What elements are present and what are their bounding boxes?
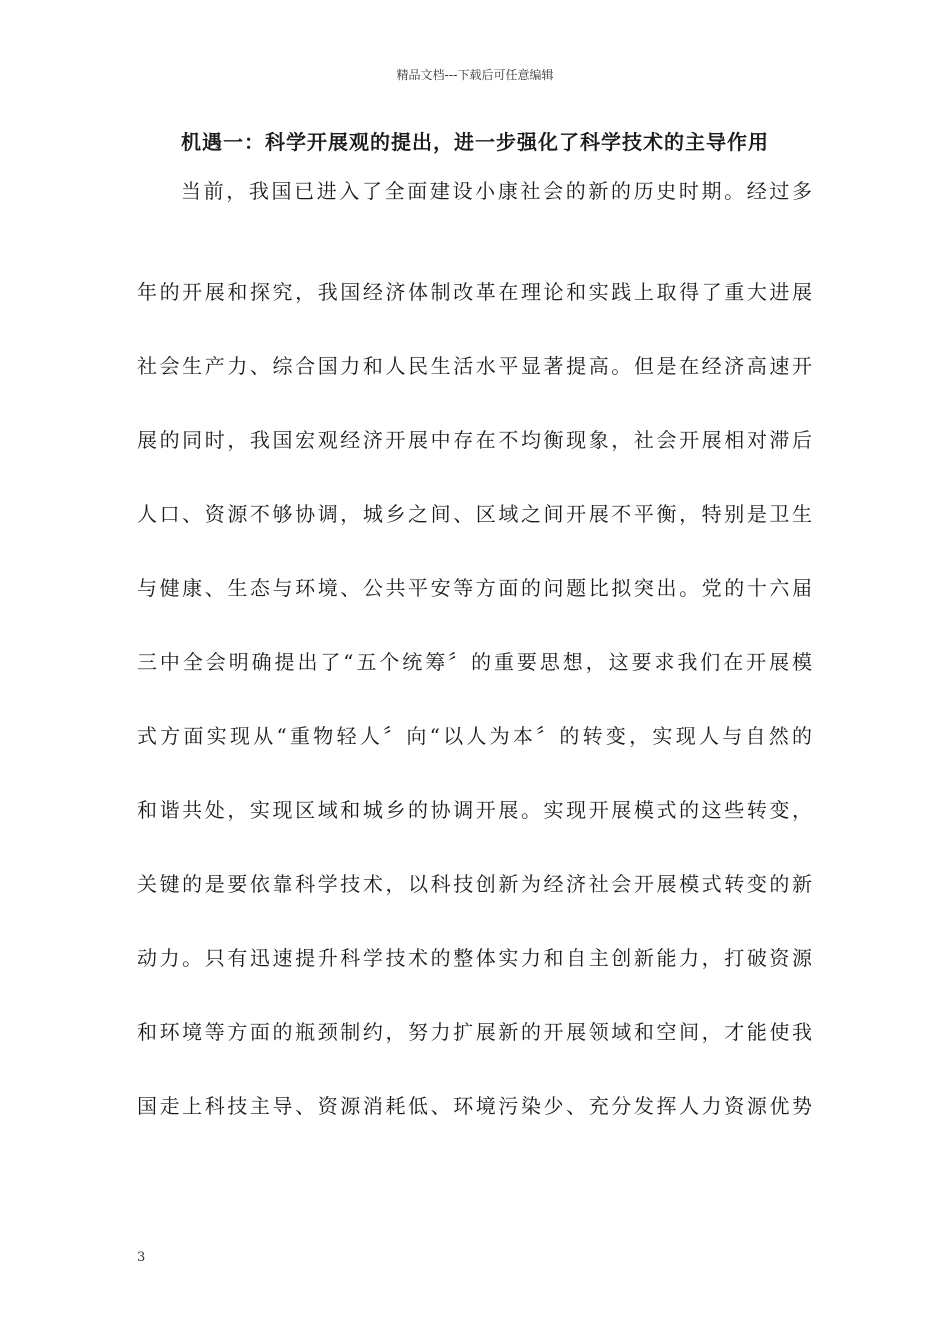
page-number: 3 <box>137 1250 146 1265</box>
paragraph-line: 式方面实现从“重物轻人〞向“以人为本〞的转变，实现人与自然的 <box>137 724 813 748</box>
paragraph-line: 和环境等方面的瓶颈制约，努力扩展新的开展领域和空间，才能使我 <box>137 1020 813 1044</box>
paragraph-line: 三中全会明确提出了“五个统筹〞的重要思想，这要求我们在开展模 <box>137 650 813 674</box>
paragraph-line: 动力。只有迅速提升科学技术的整体实力和自主创新能力，打破资源 <box>137 946 813 970</box>
section-heading: 机遇一：科学开展观的提出，进一步强化了科学技术的主导作用 <box>181 130 769 154</box>
paragraph-line: 年的开展和探究，我国经济体制改革在理论和实践上取得了重大进展 <box>137 280 813 304</box>
paragraph-line: 人口、资源不够协调，城乡之间、区域之间开展不平衡，特别是卫生 <box>137 502 813 526</box>
paragraph-line: 当前，我国已进入了全面建设小康社会的新的历史时期。经过多 <box>181 179 813 203</box>
paragraph-line: 和谐共处，实现区域和城乡的协调开展。实现开展模式的这些转变， <box>137 798 813 822</box>
paragraph-line: 关键的是要依靠科学技术，以科技创新为经济社会开展模式转变的新 <box>137 872 813 896</box>
paragraph-line: 展的同时，我国宏观经济开展中存在不均衡现象，社会开展相对滞后 <box>137 428 813 452</box>
page-header: 精品文档---下载后可任意编辑 <box>396 68 554 82</box>
paragraph-line: 社会生产力、综合国力和人民生活水平显著提高。但是在经济高速开 <box>137 354 813 378</box>
paragraph-line: 国走上科技主导、资源消耗低、环境污染少、充分发挥人力资源优势 <box>137 1094 813 1118</box>
paragraph-line: 与健康、生态与环境、公共平安等方面的问题比拟突出。党的十六届 <box>137 576 813 600</box>
